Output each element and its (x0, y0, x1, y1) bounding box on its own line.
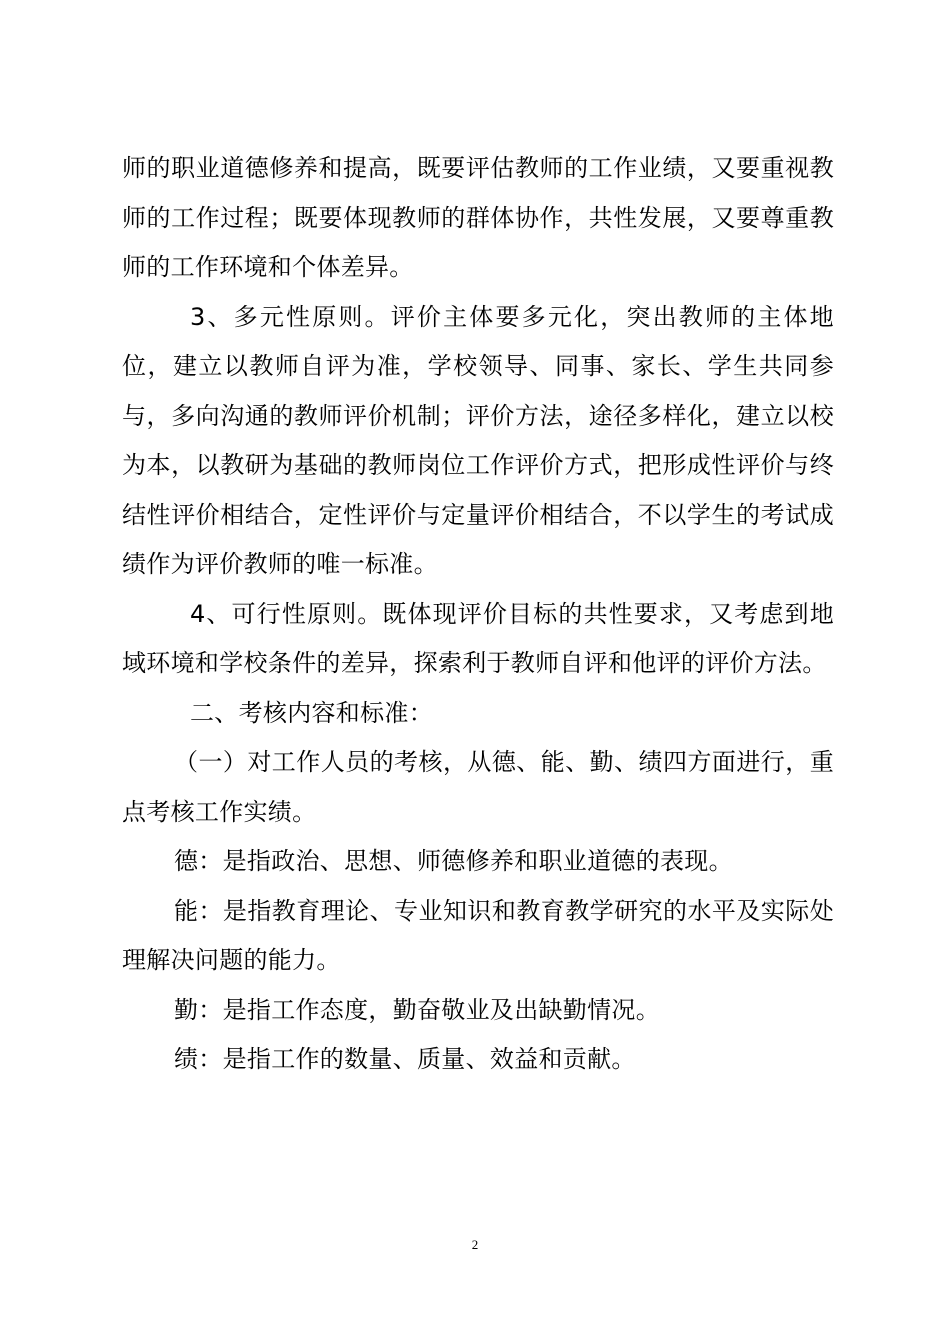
paragraph-ji: 绩：是指工作的数量、质量、效益和贡献。 (174, 1045, 636, 1073)
paragraph-principle-4: 4、可行性原则。既体现评价目标的共性要求，又考虑到地域环境和学校条件的差异，探索利于教师自评和他评的评价方法。 (122, 599, 834, 677)
paragraph-principle-3: 3、多元性原则。评价主体要多元化，突出教师的主体地位，建立以教师自评为准，学校领导、同事、家长、学生共同参与，多向沟通的教师评价机制；评价方法，途径多样化，建立以校为本，以教研为基础的教师岗位工作评价方式，把形成性评价与终结性评价相结合，定性评价与定量评价相结合，不以学生的考试成绩作为评价教师的唯一标准。 (122, 302, 834, 578)
page-number: 2 (471, 1237, 479, 1252)
body-text (122, 144, 834, 1085)
paragraph-de: 德：是指政治、思想、师德修养和职业道德的表现。 (174, 847, 733, 875)
paragraph-qin: 勤：是指工作态度，勤奋敬业及出缺勤情况。 (174, 995, 660, 1024)
paragraph-subsection-1: （一）对工作人员的考核，从德、能、勤、绩四方面进行，重点考核工作实绩。 (122, 748, 834, 826)
paragraph-continuation: 师的职业道德修养和提高，既要评估教师的工作业绩，又要重视教师的工作过程；既要体现教师的群体协作，共性发展，又要尊重教师的工作环境和个体差异。 (122, 154, 834, 281)
section-heading-2: 二、考核内容和标准： (190, 698, 433, 727)
paragraph-neng: 能：是指教育理论、专业知识和教育教学研究的水平及实际处理解决问题的能力。 (122, 896, 834, 974)
